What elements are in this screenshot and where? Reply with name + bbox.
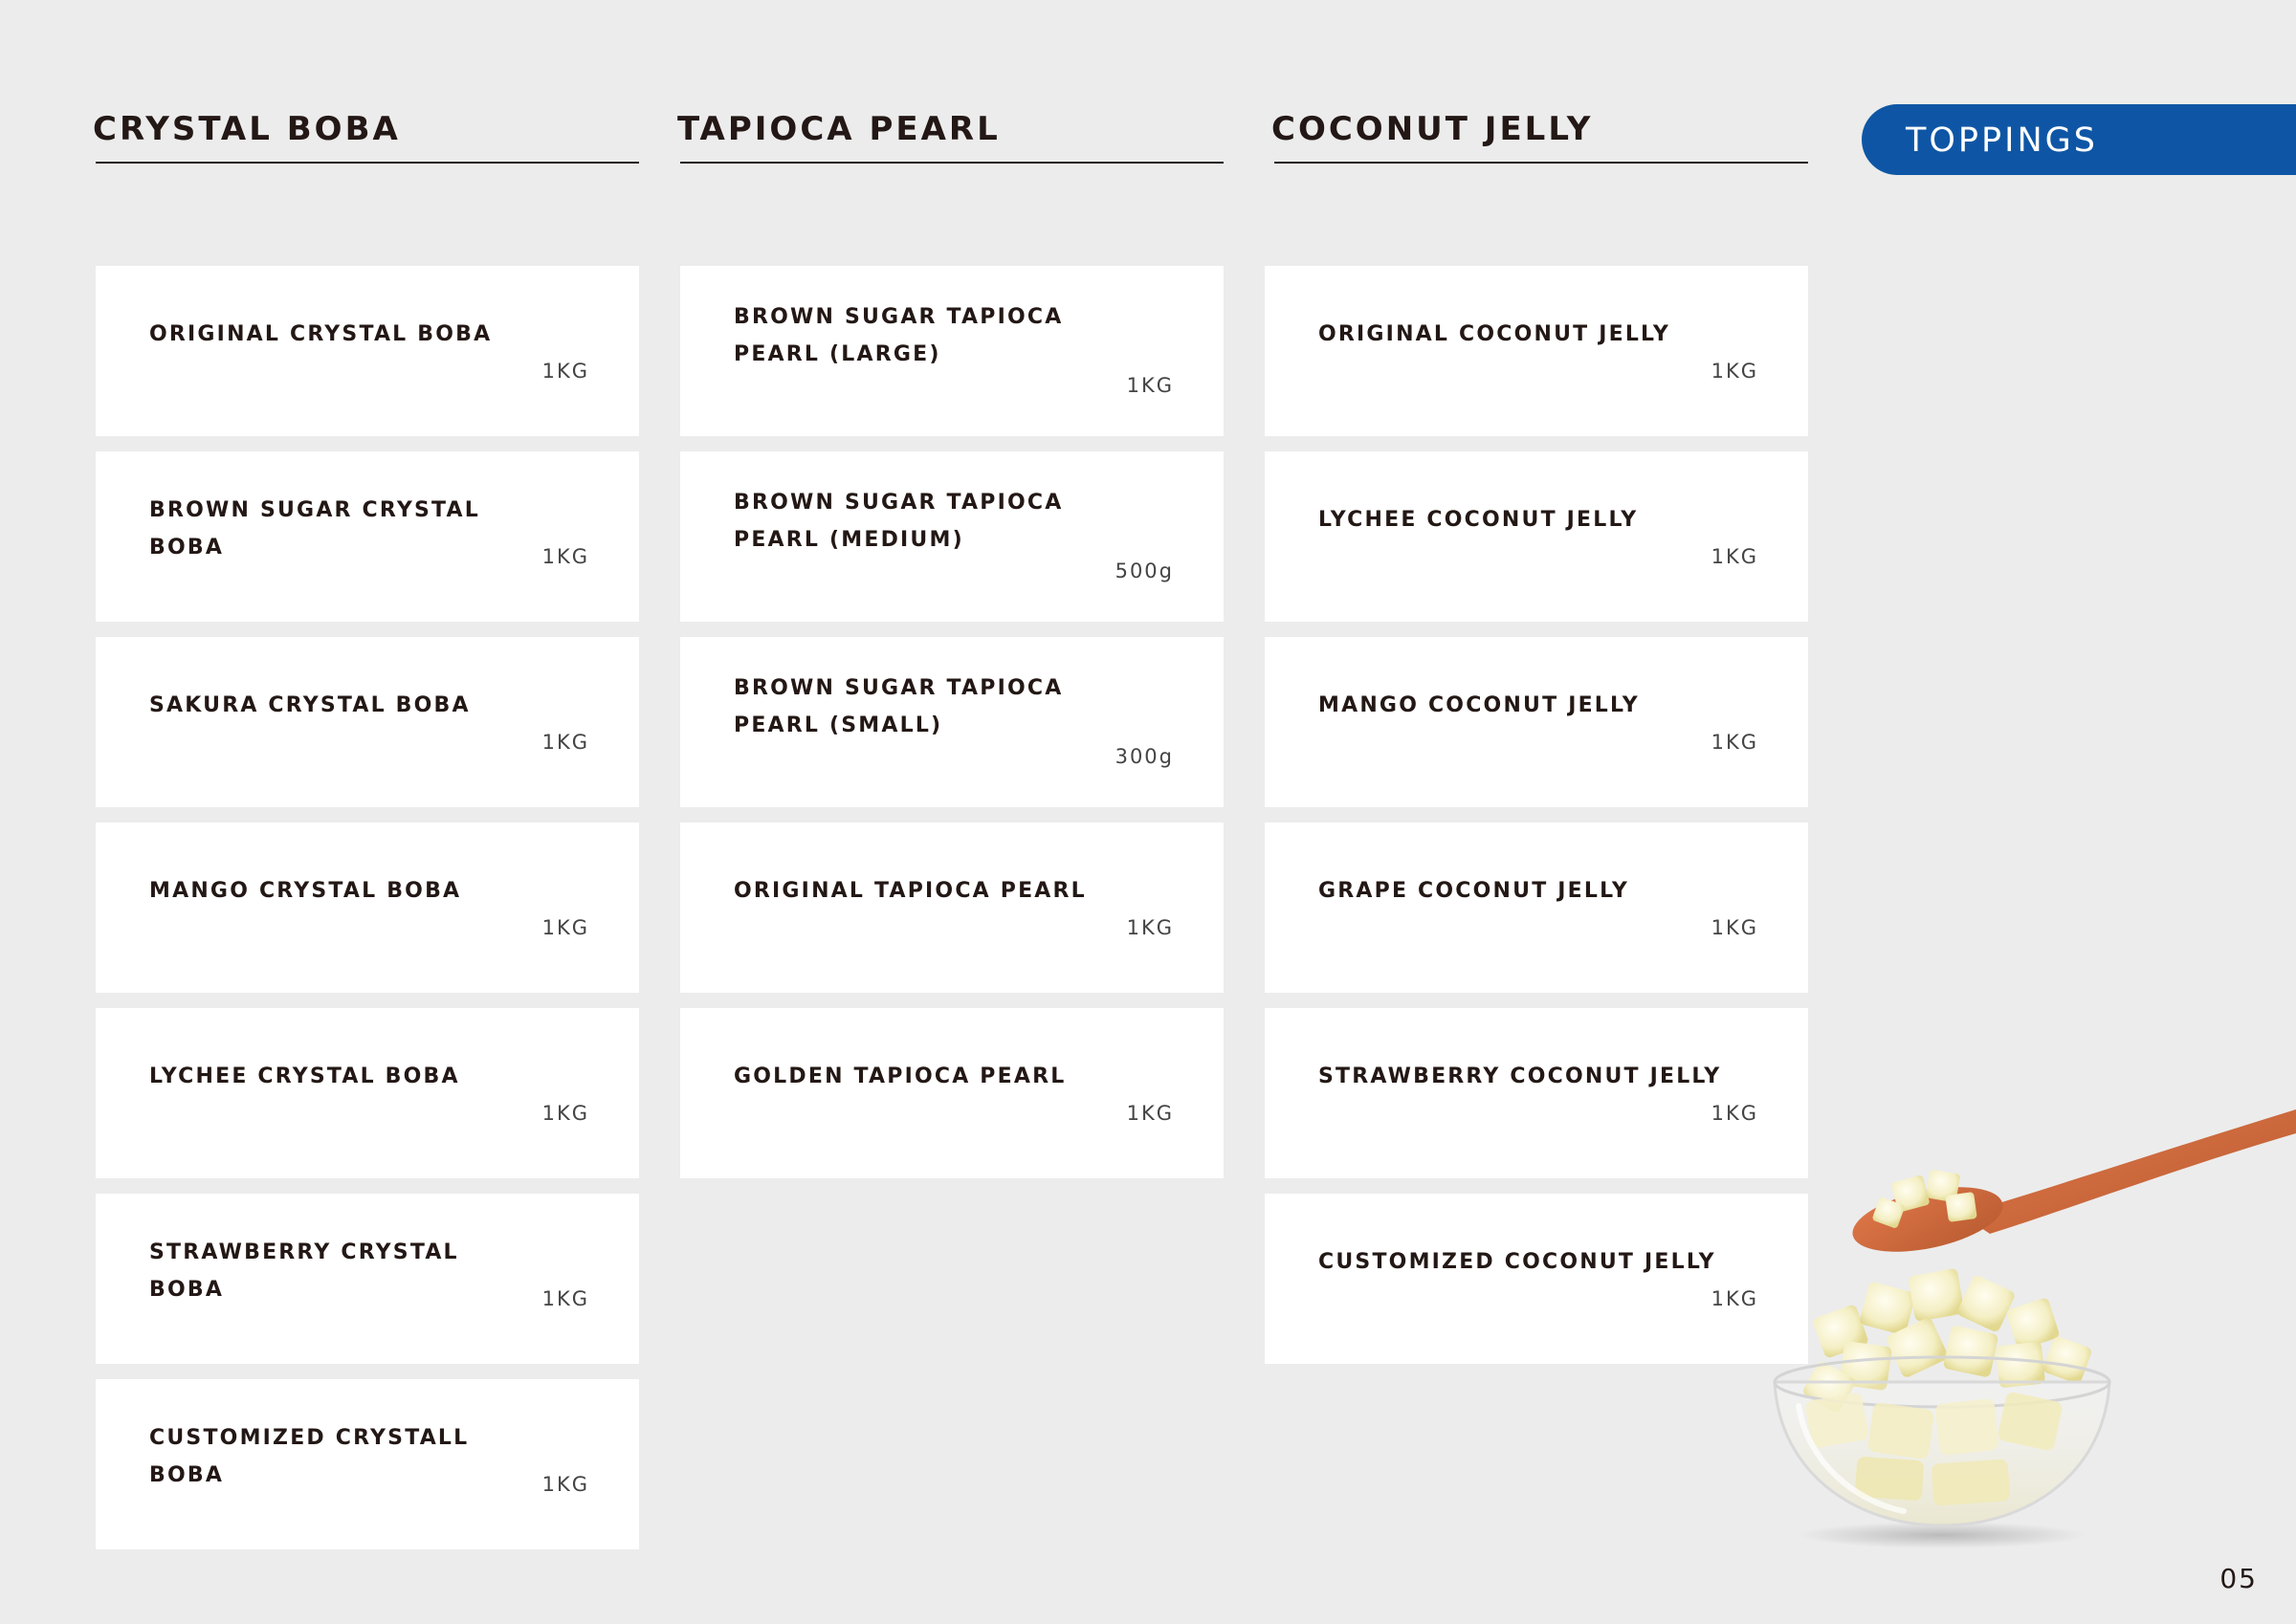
product-size: 1KG xyxy=(1711,545,1758,568)
product-name: ORIGINAL CRYSTAL BOBA xyxy=(149,322,493,346)
product-name: CUSTOMIZED CRYSTALL BOBA xyxy=(149,1426,470,1487)
product-name: ORIGINAL TAPIOCA PEARL xyxy=(734,879,1087,903)
product-size: 1KG xyxy=(1711,1287,1758,1310)
product-size: 1KG xyxy=(541,1473,589,1496)
column-header xyxy=(1271,110,1808,164)
product-card xyxy=(1265,1008,1808,1178)
product-card xyxy=(96,1194,639,1364)
product-name: BROWN SUGAR CRYSTAL BOBA xyxy=(149,498,480,560)
product-name: MANGO CRYSTAL BOBA xyxy=(149,879,462,903)
product-name: BROWN SUGAR TAPIOCA PEARL (LARGE) xyxy=(734,305,1064,366)
product-card xyxy=(96,637,639,807)
product-card xyxy=(96,823,639,993)
spoon-handle xyxy=(1961,1109,2296,1234)
product-card xyxy=(1265,637,1808,807)
product-name: LYCHEE CRYSTAL BOBA xyxy=(149,1064,460,1088)
product-card xyxy=(1265,1194,1808,1364)
product-name: BROWN SUGAR TAPIOCA PEARL (SMALL) xyxy=(734,676,1064,737)
product-card xyxy=(96,451,639,622)
page-number: 05 xyxy=(2219,1563,2258,1594)
product-size: 1KG xyxy=(541,1102,589,1125)
coconut-jelly-bowl-illustration xyxy=(1751,1090,2296,1549)
product-name: ORIGINAL COCONUT JELLY xyxy=(1318,322,1670,346)
product-card xyxy=(1265,823,1808,993)
column-header xyxy=(93,110,639,164)
product-name: GOLDEN TAPIOCA PEARL xyxy=(734,1064,1067,1088)
column-title: COCONUT JELLY xyxy=(1271,110,1594,148)
product-card xyxy=(680,823,1224,993)
product-name: STRAWBERRY CRYSTAL BOBA xyxy=(149,1240,459,1302)
product-card xyxy=(680,266,1224,436)
product-size: 1KG xyxy=(541,731,589,754)
product-card xyxy=(680,1008,1224,1178)
product-card xyxy=(1265,451,1808,622)
product-size: 1KG xyxy=(1126,374,1174,397)
product-size: 1KG xyxy=(541,545,589,568)
product-size: 1KG xyxy=(1711,731,1758,754)
product-name: LYCHEE COCONUT JELLY xyxy=(1318,508,1639,532)
column-title: CRYSTAL BOBA xyxy=(93,110,401,148)
product-size: 1KG xyxy=(541,916,589,939)
product-card xyxy=(1265,266,1808,436)
product-name: GRAPE COCONUT JELLY xyxy=(1318,879,1630,903)
product-name: CUSTOMIZED COCONUT JELLY xyxy=(1318,1250,1716,1274)
product-card xyxy=(96,1008,639,1178)
product-name: BROWN SUGAR TAPIOCA PEARL (MEDIUM) xyxy=(734,491,1064,552)
product-name: MANGO COCONUT JELLY xyxy=(1318,693,1640,717)
product-name: STRAWBERRY COCONUT JELLY xyxy=(1318,1064,1722,1088)
product-card xyxy=(96,266,639,436)
product-size: 1KG xyxy=(1711,1102,1758,1125)
product-size: 1KG xyxy=(1711,360,1758,383)
product-card xyxy=(680,637,1224,807)
product-card xyxy=(680,451,1224,622)
product-card xyxy=(96,1379,639,1549)
product-size: 1KG xyxy=(541,360,589,383)
product-size: 1KG xyxy=(1126,1102,1174,1125)
toppings-tab xyxy=(1862,104,2296,175)
product-name: SAKURA CRYSTAL BOBA xyxy=(149,693,471,717)
product-size: 1KG xyxy=(1711,916,1758,939)
column-title: TAPIOCA PEARL xyxy=(677,110,1001,148)
product-size: 500g xyxy=(1115,560,1174,582)
product-size: 1KG xyxy=(1126,916,1174,939)
toppings-tab-label: TOPPINGS xyxy=(1906,121,2098,160)
column-header xyxy=(677,110,1224,164)
product-size: 1KG xyxy=(541,1287,589,1310)
product-size: 300g xyxy=(1115,745,1174,768)
